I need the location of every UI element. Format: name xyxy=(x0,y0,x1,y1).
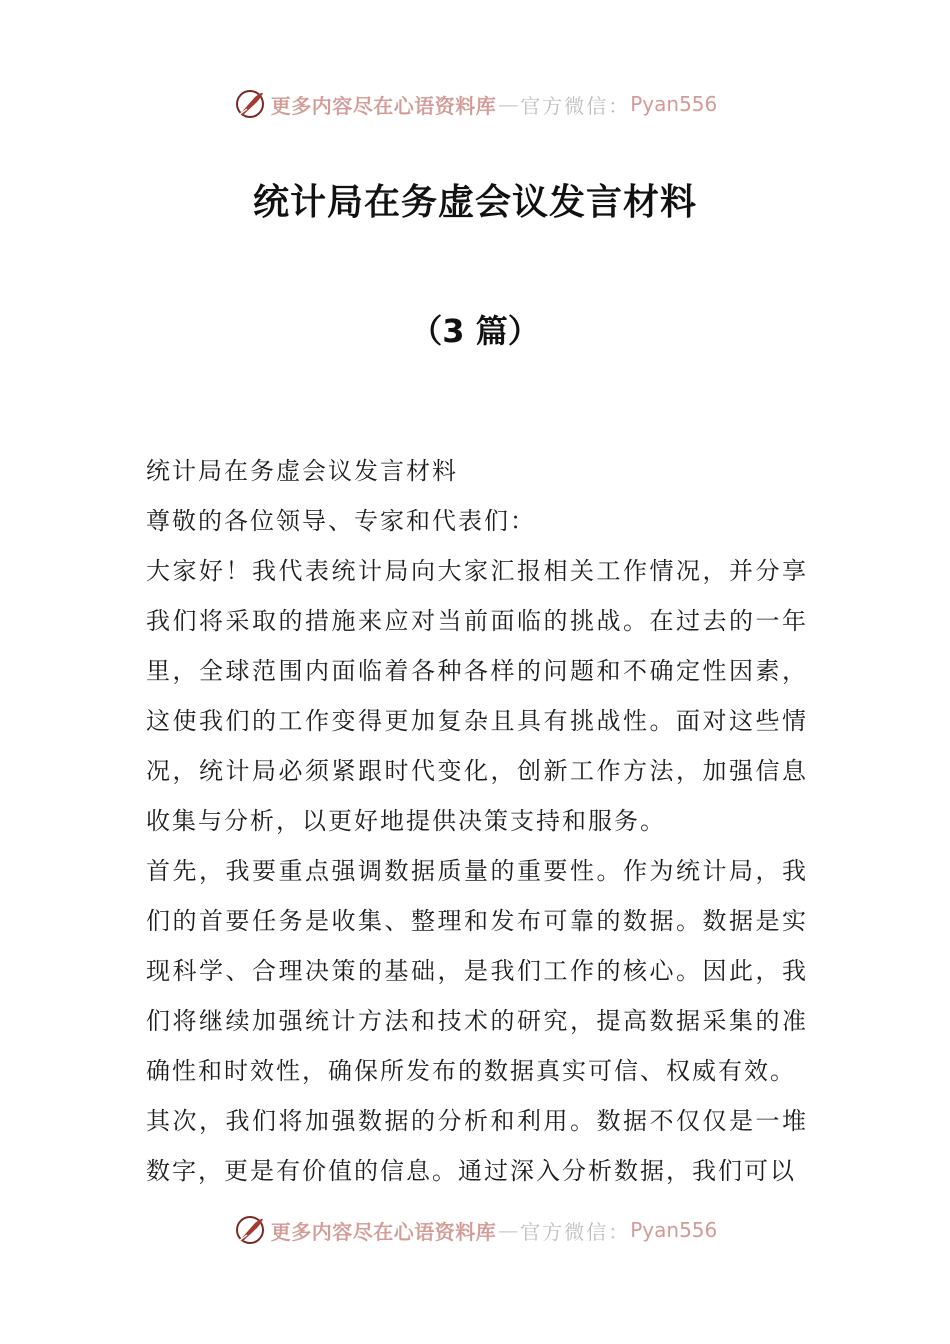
paragraph: 首先，我要重点强调数据质量的重要性。作为统计局，我们的首要任务是收集、整理和发布可靠的数据。数据是实现科学、合理决策的基础，是我们工作的核心。因此，我们将继续加强统计方法和技术的研究，提高数据采集的准确性和时效性，确保所发布的数据真实可信、权威有效。 xyxy=(146,857,808,1085)
paragraph-salutation: 尊敬的各位领导、专家和代表们： xyxy=(146,507,536,535)
header-watermark xyxy=(0,84,950,124)
paragraph: 其次，我们将加强数据的分析和利用。数据不仅仅是一堆数字，更是有价值的信息。通过深入分析数据，我们可以 xyxy=(146,1107,808,1185)
document-subtitle: （3 篇） xyxy=(410,312,540,350)
watermark-label: 官方微信： xyxy=(520,93,631,118)
watermark-main-text: 更多内容尽在心语资料库 xyxy=(270,93,497,118)
document-title: 统计局在务虚会议发言材料 xyxy=(252,182,697,223)
watermark-main-text: 更多内容尽在心语资料库 xyxy=(270,1219,497,1244)
paragraph: 大家好！我代表统计局向大家汇报相关工作情况，并分享我们将采取的措施来应对当前面临的挑战。在过去的一年里，全球范围内面临着各种各样的问题和不确定性因素，这使我们的工作变得更加复杂且具有挑战性。面对这些情况，统计局必须紧跟时代变化，创新工作方法，加强信息收集与分析，以更好地提供决策支持和服务。 xyxy=(146,557,808,835)
quill-pen-icon xyxy=(233,87,267,121)
watermark-id: Pyan556 xyxy=(630,1218,718,1242)
quill-pen-icon xyxy=(233,1213,267,1247)
paragraph-heading: 统计局在务虚会议发言材料 xyxy=(146,457,458,485)
watermark-label: 官方微信： xyxy=(520,1219,631,1244)
watermark-separator: — xyxy=(498,92,519,116)
footer-watermark xyxy=(0,1210,950,1250)
document-body xyxy=(146,446,808,1196)
watermark-id: Pyan556 xyxy=(630,92,718,116)
watermark-separator: — xyxy=(498,1218,519,1242)
